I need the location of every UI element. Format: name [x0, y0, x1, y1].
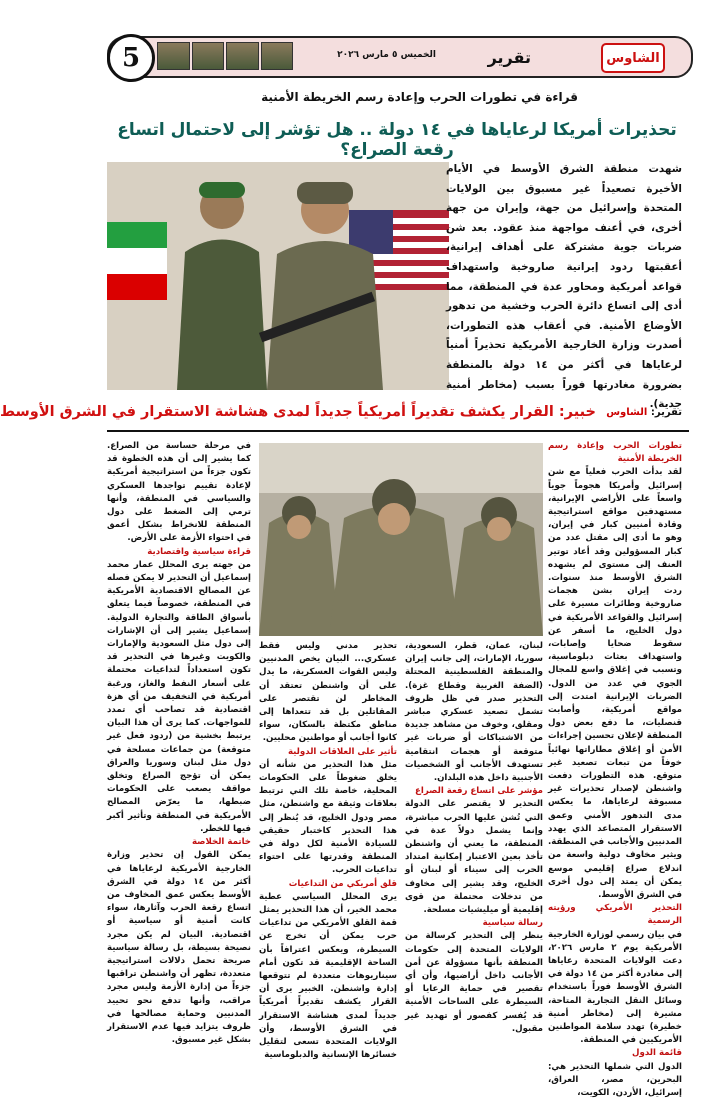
column-left-paragraph-3: يمكن القول إن تحذير وزارة الخارجية الأمريكية لرعاياها في أكثر من ١٤ دولة في الشرق الأوسط يعكس عمق المخاوف من اتساع رقعة الحرب وآثارها، سواء كانت أمنية أو سياسية أو اقتصادية. البيان لم يكن مجرد نصيحة بسيطة، بل رسالة سياسية صريحة تحمل دلالات استراتيجية متعددة، تظهر أن واشنطن تراقبها جزءاً من إدارة الأزمة وليس مجرد مراقب، وأنها تدفع نحو تحييد المدنيين وحماية مصالحها في ظروف يتزايد فيها عدم الاستقرار بشكل غير مسبوق. — [107, 850, 251, 1046]
divider-rule — [107, 430, 689, 432]
column-right — [548, 440, 683, 1098]
column-left-subheading-2: خاتمة الخلاصة — [191, 837, 251, 848]
kicker: قراءة في تطورات الحرب وإعادة رسم الخريطة الأمنية — [261, 90, 578, 104]
column-mid-right-paragraph-2: التحذير لا يقتصر على الدولة التي تُشن عليها الحرب مباشرة، وإنما يشمل دولاً عدة في المنطقة، ما يعني أن واشنطن تأخذ بعين الاعتبار إمكانية امتداد الحرب إلى سيناء أو لبنان أو الخليج، وقد يشير إلى مخاوف من تدخلات محتملة من قوى إقليمية أو ميليشيات مسلحة. — [405, 799, 543, 916]
column-mid-right-paragraph-1: لبنان، عمان، قطر، السعودية، سوريا، الإمارات، إلى جانب إيران والمنطقة الفلسطينية المحتلة (الضفة الغربية وقطاع غزة). التحذير صدر في ظل ظروف تشمل تصعيد عسكري مباشر ومقلق، وخوف من مشاهد جديدة من الاشتباكات أو ضربات غير متوقعة أو هجمات انتقامية تستهدف الأجانب أو الشخصيات الأجنبية داخل هذه البلدان. — [405, 641, 543, 784]
column-mid-left-subheading-2: قلق أمريكي من التداعيات — [288, 878, 397, 889]
country-list: الدول التي شملها التحذير هي: البحرين، مصر، العراق، إسرائيل، الأردن، الكويت، — [548, 1061, 682, 1098]
column-right-paragraph-2: في بيان رسمي لوزارة الخارجية الأمريكية يوم ٢ مارس ٢٠٢٦، دعت الولايات المتحدة رعاياها إلى مغادرة أكثر من ١٤ دولة في الشرق الأوسط فوراً باستخدام وسائل النقل التجارية المتاحة، مشيرة إلى (مخاطر أمنية خطيرة) تهدد سلامة المواطنين الأمريكيين في المنطقة. — [548, 929, 683, 1046]
column-mid-left — [259, 640, 397, 1061]
lead-paragraph: شهدت منطقة الشرق الأوسط في الأيام الأخيرة تصعيداً غير مسبوق بين الولايات المتحدة وإسرائيل من جهة، وإيران من جهة أخرى، في أعنف مواجهة منذ عقود. بعد شن ضربات جوية مشتركة على أهداف إيرانية، أعقبتها ردود إيرانية صاروخية واستهداف قواعد أمريكية ومحاور عدة في المنطقة، مما أدى إلى اتساع دائرة الحرب وخشية من تدهور الأوضاع الأمنية. في أعقاب هذه التطورات، أصدرت وزارة الخارجية الأمريكية تحذيراً أمنياً لرعاياها في أكثر من ١٤ دولة بالمنطقة بضرورة مغادرتها فوراً بسبب (مخاطر أمنية جدية). — [446, 163, 683, 411]
column-right-subheading: التحذير الأمريكي ورؤيته الرسمية — [548, 903, 682, 927]
column-mid-left-subheading-1: تأثير على العلاقات الدولية — [287, 746, 397, 757]
column-right-title: تطورات الحرب وإعادة رسم الخريطة الأمنية — [548, 441, 682, 465]
main-headline: تحذيرات أمريكا لرعاياها في ١٤ دولة .. هل تؤشر إلى لاحتمال اتساع رقعة الصراع؟ — [117, 120, 677, 160]
column-mid-left-paragraph-1: تحذير مدني وليس فقط عسكري... البيان يخص المدنيين وليس القوات العسكرية، ما يدل على أن واشنطن تعتقد أن المخاطر لن تقتصر على المقاتلين بل قد تتعداها إلى مناطق مكتظة بالسكان، سواء كانوا أجانب أو مواطنين محليين. — [259, 641, 397, 744]
column-left-paragraph-2: من جهته يرى المحلل عمار محمد إسماعيل أن التحذير لا يمكن فصله عن المصالح الاقتصادية الأمريكية في المنطقة، خصوصاً فيما يتعلق بأسواق الطاقة والتجارة الدولية. إسماعيل يشير إلى أن الإشارات إلى دول مثل السعودية والإمارات والكويت وغيرها في التحذير قد تكون استعداداً لتداعيات محتملة على أسعار النفط والغاز، ورغبة أمريكية في التخفيف من أي هزة اقتصادية قد تصاحب أي تمدد للمواجهات. كما يرى أن هذا البيان يرتبط بخشية من (ردود فعل غير متوقعة) من جماعات مسلحة في دول مثل لبنان وسوريا والعراق يمكن أن تؤجج الصراع وتخلق مواقف يصعب على الحكومات ضبطها، ما يعرّض المصالح الأمريكية في المنطقة وتأثير أكبر فيها للخطر. — [107, 559, 251, 834]
page-number: 5 — [107, 34, 155, 82]
column-mid-left-paragraph-2: مثل هذا التحذير من شأنه أن يخلق ضغوطاً على الحكومات المحلية، خاصة تلك التي ترتبط بعلاقات وثيقة مع واشنطن، مثل مصر ودول الخليج، قد يُنظر إلى هذا التحذير كاختبار حقيقي للسيادة الأمنية لكل دولة في المنطقة وقدرتها على احتواء تداعيات الحرب. — [259, 759, 397, 876]
report-label-prefix: تقرير: — [650, 407, 682, 418]
column-left — [107, 440, 251, 1046]
report-label — [606, 407, 682, 418]
soldiers-image — [259, 443, 543, 636]
secondary-headline: خبير: القرار يكشف تقديراً أمريكياً جديداً لمدى هشاشة الاستقرار في الشرق الأوسط — [0, 404, 596, 420]
column-mid-left-paragraph-3: يرى المحلل السياسي عطية محمد الخير، أن هذا التحذير يمثل قمة القلق الأمريكي من تداعيات حرب يمكن أن تخرج عن السيطرة، ويعكس اعترافاً بأن الساحة الإقليمية قد تكون أمام سيناريوهات متعددة لم تتوقعها إدارة واشنطن. الخبير يرى أن القرار يكشف تقديراً أمريكياً جديداً لمدى هشاشة الاستقرار في الشرق الأوسط، وأن الولايات المتحدة تسعى لتقليل خسائرها الإنسانية والدبلوماسية — [259, 891, 397, 1061]
column-right-paragraph-1: لقد بدأت الحرب فعلياً مع شن إسرائيل وأمريكا هجوماً جوياً واسعاً على الأراضي الإيرانية، مستهدفين مواقع استراتيجية وقادة أمنيين كبار في إيران، وهو ما أدى إلى مقتل عدد من كبار المسؤولين وقد أعاد توتير العنف إلى مستوى لم يشهده الشرق الأوسط منذ سنوات. ردت إيران بشن هجمات صاروخية وطائرات مسيرة على إسرائيل والقواعد الأمريكية في دول الخليج، ما أسفر عن سقوط ضحايا وإصابات، واستهداف بعثات دبلوماسية، وتسبب في إغلاق واسع للمجال الجوي في عدد من الدول. الضربات الإيرانية امتدت إلى مواقع أمريكية، وأصابت قنصليات، ما دفع بعض دول المنطقة لإعلان تحسين إجراءات الأمن أو إغلاق مطاراتها نهائياً خوفاً من تبعات تصعيد غير متوقع. هذه التطورات دفعت واشنطن لإصدار تحذيرات غير مسبوقة لرعاياها، ما يعكس مدى التدهور الأمني وعمق الاستقرار المتصاعد الذي يهدد المدنيين والأجانب في المنطقة. ويثير مخاوف دولية واسعة من اندلاع صراع إقليمي موسع يمكن أن يمتد إلى دول أخرى في الشرق الأوسط. — [548, 467, 682, 900]
header-photo-strip — [157, 42, 293, 70]
section-title: تقرير — [487, 48, 531, 67]
page-header — [107, 36, 693, 78]
column-mid-right — [405, 640, 543, 1034]
column-mid-right-subheading-2: رسالة سياسية — [482, 918, 543, 929]
issue-date: الخميس ٥ مارس ٢٠٢٦ — [337, 50, 436, 60]
column-left-paragraph-1: في مرحلة حساسة من الصراع. كما يشير إلى أن هذه الخطوة قد تكون جزءاً من استراتيجية أمريكية لإعادة تقييم تواجدها العسكري والسياسي في المنطقة، وأنها ترمي إلى الضغط على دول المنطقة للانخراط بشكل أعمق في احتواء الأزمة على الأرض. — [107, 441, 251, 544]
hero-image — [107, 162, 449, 390]
country-list-title: قائمة الدول — [632, 1048, 682, 1059]
column-mid-right-paragraph-3: ينظر إلى التحذير كرسالة من الولايات المتحدة إلى حكومات المنطقة بأنها مسؤولة عن أمن الأجانب داخل أراضيها، وأن أي تقصير في حماية الرعايا أو السيطرة على الساحات الأمنية قد يُفسر كفصور أو تهديد غير مقبول. — [405, 931, 543, 1034]
column-mid-right-subheading-1: مؤشر على اتساع رقعة الصراع — [415, 786, 543, 797]
newspaper-logo: الشاوس — [601, 43, 665, 73]
report-label-brand: الشاوس — [606, 407, 648, 418]
column-left-subheading-1: قراءة سياسية واقتصادية — [147, 546, 251, 557]
